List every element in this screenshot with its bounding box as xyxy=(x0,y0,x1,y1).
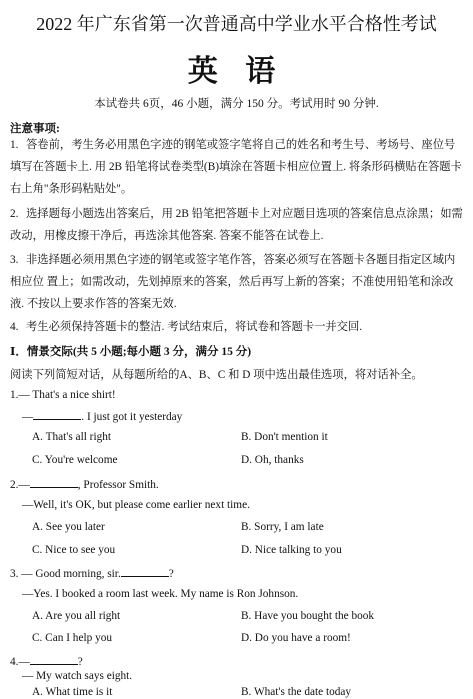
question-4-line-2: — My watch says eight. xyxy=(22,670,133,682)
note-number: 4. xyxy=(10,321,19,333)
answer-blank xyxy=(30,654,78,665)
notes-heading: 注意事项: xyxy=(10,123,60,135)
note-item xyxy=(10,249,465,315)
option-b: B. Have you bought the book xyxy=(241,610,375,622)
section-instruction: 阅读下列简短对话，从每题所给的A、B、C 和 D 项中选出最佳选项，将对话补全。 xyxy=(10,369,423,381)
note-item xyxy=(10,316,465,338)
question-4-line-1: 4.— ? xyxy=(10,656,83,668)
exam-title: 2022 年广东省第一次普通高中学业水平合格性考试 xyxy=(36,14,437,34)
subject-title: 英 语 xyxy=(187,55,286,88)
note-item xyxy=(10,203,465,247)
section-heading: Ⅰ．情景交际(共 5 小题;每小题 3 分，满分 15 分) xyxy=(10,346,252,358)
note-text: 非选择题必须用黑色字迹的钢笔或签字笔作答，答案必须写在答题卡各题目指定区域内相应位 置上；如需改动，先划掉原来的答案，然后再写上新的答案；不准使用铅笔和涂改液. 不按以上要求作答的答案无效. xyxy=(10,254,456,310)
option-c: C. You're welcome xyxy=(32,454,118,466)
note-number: 3. xyxy=(10,254,19,266)
question-3-line-1: 3. — Good morning, sir. ? xyxy=(10,568,174,580)
question-1-line-1: 1.— That's a nice shirt! xyxy=(10,389,116,401)
option-b: B. Don't mention it xyxy=(241,431,328,443)
note-text: 选择题每小题选出答案后，用 2B 铅笔把答题卡上对应题目选项的答案信息点涂黑；如需改动，用橡皮擦干净后，再选涂其他答案. 答案不能答在试卷上. xyxy=(10,208,463,242)
option-d: D. Nice talking to you xyxy=(241,544,342,556)
question-2-line-2: —Well, it's OK, but please come earlier next time. xyxy=(22,499,250,511)
option-d: D. Oh, thanks xyxy=(241,454,304,466)
question-2-line-1: 2.— , Professor Smith. xyxy=(10,479,159,491)
note-text: 考生必须保持答题卡的整洁. 考试结束后，将试卷和答题卡一并交回. xyxy=(26,321,363,333)
answer-blank xyxy=(30,477,78,488)
option-a: A. Are you all right xyxy=(32,610,121,622)
question-3-line-2: —Yes. I booked a room last week. My name is Ron Johnson. xyxy=(22,588,299,600)
note-item xyxy=(10,134,465,200)
note-number: 1. xyxy=(10,139,19,151)
question-1-line-2: — . I just got it yesterday xyxy=(22,411,183,423)
note-text: 答卷前，考生务必用黑色字迹的钢笔或签字笔将自己的姓名和考生号、考场号、座位号填写在答题卡上. 用 2B 铅笔将试卷类型(B)填涂在答题卡相应位置上. 将条形码横贴在答题卡右上角"条形码粘贴处"。 xyxy=(10,139,462,195)
answer-blank xyxy=(33,409,81,420)
option-c: C. Nice to see you xyxy=(32,544,116,556)
option-b: B. What's the date today xyxy=(241,686,352,698)
option-a: A. What time is it xyxy=(32,686,113,698)
exam-info: 本试卷共 6页，46 小题，满分 150 分。考试用时 90 分钟. xyxy=(94,98,379,110)
answer-blank xyxy=(121,566,169,577)
option-c: C. Can I help you xyxy=(32,632,113,644)
option-a: A. That's all right xyxy=(32,431,112,443)
option-d: D. Do you have a room! xyxy=(241,632,351,644)
option-a: A. See you later xyxy=(32,521,105,533)
note-number: 2. xyxy=(10,208,19,220)
option-b: B. Sorry, I am late xyxy=(241,521,324,533)
